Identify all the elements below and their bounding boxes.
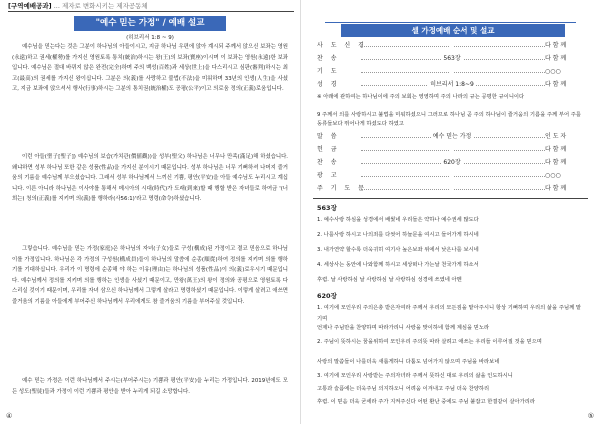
order-label: 말 씀 [317,133,340,140]
order-value: 620장 [443,159,461,166]
hymn-verse: 고통과 슬픔에는 더욱주님 의지하오니 어려움 이겨내고 주님 더욱 찬양하리 [317,386,490,392]
order-leader: 다 함 께 [545,159,567,166]
order-label: 성 경 [317,81,340,88]
hymn-verse: 3. 내가연약 할수록 더욱귀히 여기사 높은보좌 위에서 낮은나를 보시네 [317,247,479,253]
scripture-verse-9: 9 주께서 의를 사랑하시고 불법을 미워하셨으니 그러므로 하나님 곧 주의 하나님이 즐거움의 기름을 주께 부어 주를 동류들보다 뛰어나게 하셨도다 하였고 [317,112,582,127]
right-page [300,0,600,424]
worship-order-title: 셀 가정예배 순서 및 설교 [341,24,565,37]
page-number: ④ [6,412,13,420]
order-value [377,40,527,52]
hymn-verse: 2. 주님이 뜻하시는 꿈을위하여 모인우리 주의뜻 따라 살려고 애쓰는 우리들 이루어질 것을 믿으며 [317,339,542,345]
order-row [317,144,585,156]
hymn-title: 563장 [317,204,337,212]
scripture-verse-8: ※ 아래에 관하여는 하나님이에 주의 보회는 영영하며 주의 나라의 규는 공평한 규이니이다 [317,94,525,100]
order-value [377,144,527,156]
hymn-verse: 1. 여기에 모인우리 주의은총 받은자여라 주께서 우리의 모든짐을 맡아주시니 항상 기뻐하며 우리의 삶을 주님께 맡기며 [317,305,582,322]
page-number: ⑤ [587,412,594,420]
hymn-verse: 1. 예수사랑 하심을 성경에서 배웠네 우리들은 약하나 예수권세 많도다 [317,217,479,223]
hymn-verse: 사랑의 말씀들이 나를더욱 새롭게하니 다툼도 넘어가지 않으며 주님을 바라보네 [317,359,500,365]
order-leader: 다 함 께 [545,146,567,153]
sermon-paragraph: 그렇습니다. 예수님을 믿는 가정(家庭)은 하나님의 자녀(子女)들로 구성(構成)된 가정이고 결코 믿음으로 하나님 이를 가정입니다. 하나님은 각 가정의 구성원(構成員)들이 하나님의 말씀에 순종(順從)하여 정의를 지키며 의를 행하기를 기대하십니다. 우리가 이 명령에 순종해 야 하는 이유(理由)는 하나님의 성품(性品)이 의(義)로우시기 때문입니다. 예수님께서 정의를 지키며 의를 행하는 인생을 사셨기 때문이고, 만왕(萬王)의 왕이 정의와 공평으로 영원토록 다스리실 것이기 때문이며, 우리를 자녀 삼으신 하나님께서 그렇게 살라고 명령하셨기 때문입니다. 이렇게 살려고 애쓰면 즐거움의 기름을 아들에게 부어주신 하나님께서 우리에게도 참 즐거움의 기름을 부어주실 것입니다. [12,246,288,305]
order-row [317,79,585,91]
order-label: 주 기 도 문 [317,185,367,192]
order-value [377,170,527,182]
hymn-verse: 언제나 주님만을 찬양하며 따라가리니 사랑을 맞이하네 함께 계심을 믿노라 [317,325,490,331]
order-label: 찬 송 [317,159,340,166]
hymn-refrain: 후렴. 날 사랑하심 날 사랑하심 날 사랑하심 성경에 쓰였네 아멘 [317,277,462,283]
order-row [317,157,585,169]
order-row [317,66,585,78]
order-leader: 다 함 께 [545,81,567,88]
hymn-refrain: 후렴. 이 믿음 더욱 굳세라 주가 지켜주신다 어떤 환난 중에도 주님 붙잡고 한결같이 살아가리라 [317,399,536,405]
order-leader: 다 함 께 [545,55,567,62]
hymn-section-divider [313,198,588,199]
order-leader: 다 함 께 [545,42,567,49]
order-value [377,66,527,78]
order-label: 찬 송 [317,55,340,62]
order-row [317,53,585,65]
sermon-scripture-ref: (히브리서 1:8 ~ 9) [126,35,174,41]
order-row [317,40,585,52]
order-leader: 인 도 자 [545,133,567,140]
hymn-verse: 2. 나를사랑 하시고 나의죄를 다씻어 하늘문을 여시고 들어가게 하시네 [317,232,479,238]
order-value: 예수 믿는 가정 [432,133,472,140]
hymn-verse: 4. 세상사는 동안에 나와함께 하시고 세상떠나 가는날 천국가게 하소서 [317,262,479,268]
section-label-bracket: [구역예배공과] [8,2,52,10]
hymn-title: 620장 [317,292,337,300]
sermon-paragraph: 예수 믿는 가정은 이런 하나님께서 주시는(부어주시는) 기쁨과 평안(平安)을 누리는 가정입니다. 2019년에도 모든 성도(聖徒)들과 가정이 이런 기쁨과 평안을 받아 누리게 되길 소망합니다. [12,378,288,395]
order-value [377,183,527,195]
order-leader: ○○○ [545,172,561,179]
order-label: 사 도 신 경 [317,42,367,49]
order-leader: 다 함 께 [545,185,567,192]
order-value: 히브리서 1:8~9 [430,81,474,88]
order-row [317,131,585,143]
section-label [8,2,148,10]
order-row [317,170,585,182]
header-divider [8,11,294,12]
hymn-verse: 3. 여기에 모인우리 사랑받는 주의자녀라 주께서 뜻하신 대로 우리의 삶을 인도하시니 [317,373,513,379]
sermon-title: "예수 믿는 가정" / 예배 설교 [74,16,226,31]
section-label-sub: ... 제자로 변화시키는 제자공동체 [51,2,148,10]
order-label: 기 도 [317,68,340,75]
sermon-paragraph: 이런 아들(聖子[聖子]) 예수님의 보습(가치관(價値觀))을 성부(聖父) 하나님은 너무나 만족(滿足)해 하셨습니다. 왜냐하면 성부 하나님 또한 같은 성품(性品)을 가지신 분이시기 때문입니다. 성부 하나님은 너무 기뻐하셔 나머지 즐거움의 기름을 예수님께 부으셨습니다. 그래서 성부 하나님께서 느끼신 기쁨, 평안(平安)을 아들 예수님도 누리시고 계십니다. 이른 아니라 하나님은 이사야를 통해서 메시아의 시대(時代)가 도래(到來)할 때 행할 받은 자녀들로 하여금 '(너희는) 청의(正義)를 지키며 의(義)를 행하라(사56:1)'라고 명령(命令)하셨습니다. [12,154,288,203]
title-bar-rule [325,22,576,23]
order-value: 563장 [443,55,461,62]
order-label: 헌 금 [317,146,340,153]
order-row [317,183,585,195]
order-leader: ○○○ [545,68,561,75]
sermon-paragraph: 예수님을 믿는다는 것은 그분이 하나님의 아들이시고, 지금 하나님 우편에 앉아 계시되 주께서 앉으신 보좌는 영원(永遠)하고 권세(權勢)를 가지신 영원토록 통치(統治)하시는 왕(王)의 보좌(寶座)이시며 이 보좌는 영원(永遠)한 보좌입니다. 예수님은 절대 바뀌지 않은 완전(完全)하며 주의 백성(百姓)과 세상(世上)을 다스리시고 심판(審判)하시는 최고(最高)의 권세를 가지신 왕이십니다. 그분은 의(義)를 사랑하고 불법(不法)을 미워하며 33년의 인생(人生)을 사셨고, 지금 보좌에 앉으셔서 행사(行事)하시는 그분의 통치권(統治權)도 공평(公平)이고 의로움 정의(正義)로움입니다. [12,44,288,93]
order-label: 광 고 [317,172,340,179]
